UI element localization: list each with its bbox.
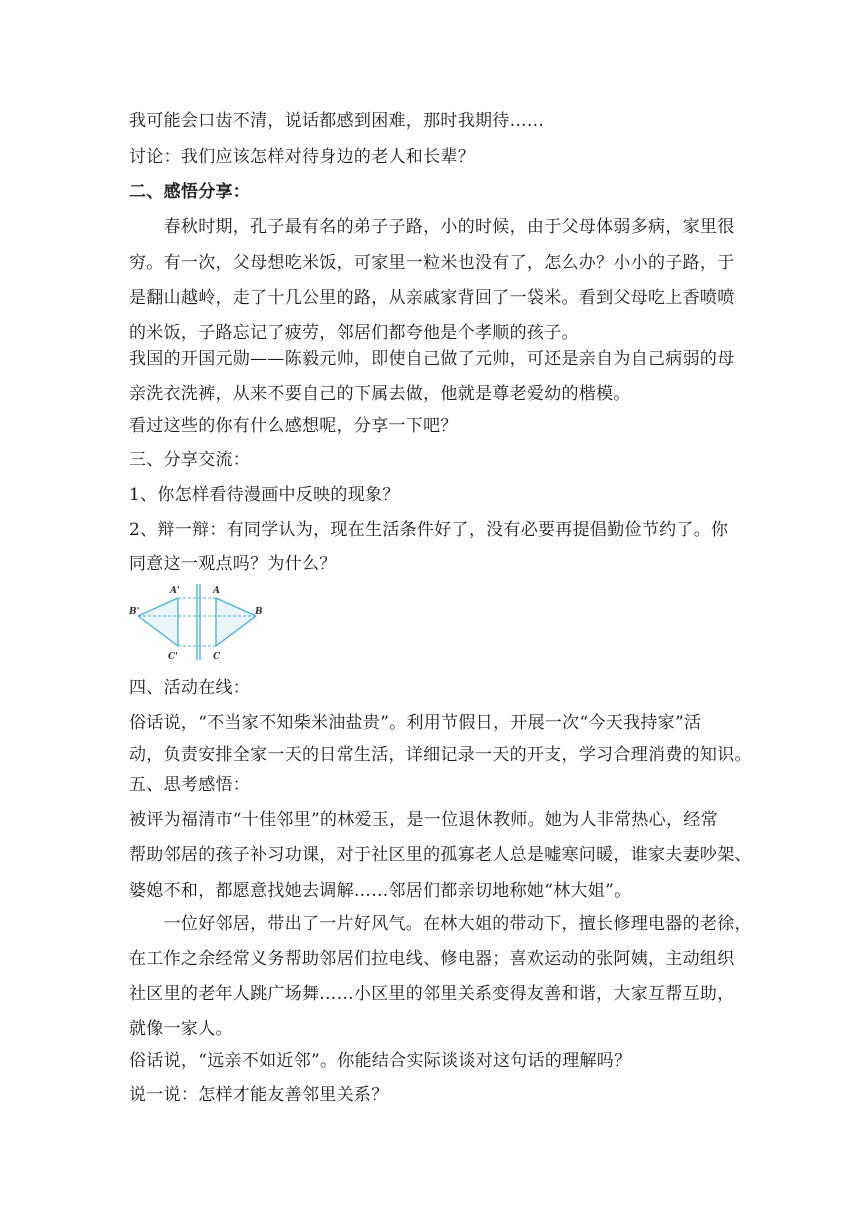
paragraph-line: 穷。有一次，父母想吃米饭，可家里一粒米也没有了，怎么办？小小的子路，于 [129,253,735,273]
paragraph-line: 是翻山越岭，走了十几公里的路，从亲戚家背回了一袋米。看到父母吃上香喷喷 [129,288,735,308]
paragraph-line: 我可能会口齿不清，说话都感到困难，那时我期待…… [129,111,545,131]
paragraph-line: 我国的开国元勋——陈毅元帅，即使自己做了元帅，可还是亲自为自己病弱的母 [129,349,735,369]
paragraph-line: 的米饭，子路忘记了疲劳，邻居们都夸他是个孝顺的孩子。 [129,323,579,343]
prompt-line: 说一说：怎样才能友善邻里关系？ [129,1085,389,1105]
paragraph-line: 俗话说，“远亲不如近邻”。你能结合实际谈谈对这句话的理解吗？ [129,1051,632,1071]
label-a-prime: A' [170,586,180,596]
paragraph-line: 被评为福清市“十佳邻里”的林爱玉，是一位退休教师。她为人非常热心，经常 [129,810,718,830]
mir-fill [138,598,178,646]
discussion-question: 讨论：我们应该怎样对待身边的老人和长辈？ [129,147,475,167]
label-c: C [213,652,221,662]
section-heading-2: 二、感悟分享： [129,182,251,202]
section-heading-3: 三、分享交流： [129,450,251,470]
paragraph-line: 动，负责安排全家一天的日常生活，详细记录一天的开支，学习合理消费的知识。 [129,745,752,765]
section-heading-5: 五、思考感悟： [129,775,251,795]
paragraph-line: 在工作之余经常义务帮助邻居们拉电线、修电器；喜欢运动的张阿姨，主动组织 [129,949,735,969]
tri-fill [216,598,256,646]
paragraph-line: 看过这些的你有什么感想呢，分享一下吧？ [129,416,458,436]
paragraph-line: 亲洗衣洗裤，从来不要自己的下属去做，他就是尊老爱幼的楷模。 [129,384,631,404]
reflection-figure [128,580,278,664]
question-2-cont: 同意这一观点吗？为什么？ [129,554,337,574]
paragraph-line: 春秋时期，孔子最有名的弟子子路，小的时候，由于父母体弱多病，家里很 [129,217,735,237]
question-2: 2、辩一辩：有同学认为，现在生活条件好了，没有必要再提倡勤俭节约了。你 [129,520,729,540]
label-c-prime: C' [168,652,178,662]
paragraph-line: 帮助邻居的孩子补习功课，对于社区里的孤寡老人总是嘘寒问暖，谁家夫妻吵架、 [129,845,752,865]
paragraph-line: 俗话说，“不当家不知柴米油盐贵”。利用节假日，开展一次“今天我持家”活 [129,713,702,733]
label-b: B [255,607,263,617]
paragraph-line: 社区里的老年人跳广场舞……小区里的邻里关系变得友善和谐，大家互帮互助， [129,984,735,1004]
question-1: 1、你怎样看待漫画中反映的现象？ [129,485,400,505]
label-b-prime: B' [129,607,140,617]
section-heading-4: 四、活动在线： [129,678,251,698]
paragraph-line: 婆媳不和，都愿意找她去调解……邻居们都亲切地称她“林大姐”。 [129,881,632,901]
paragraph-line: 就像一家人。 [129,1019,233,1039]
label-a: A [213,586,220,596]
paragraph-line: 一位好邻居，带出了一片好风气。在林大姐的带动下，擅长修理电器的老徐， [129,914,752,934]
